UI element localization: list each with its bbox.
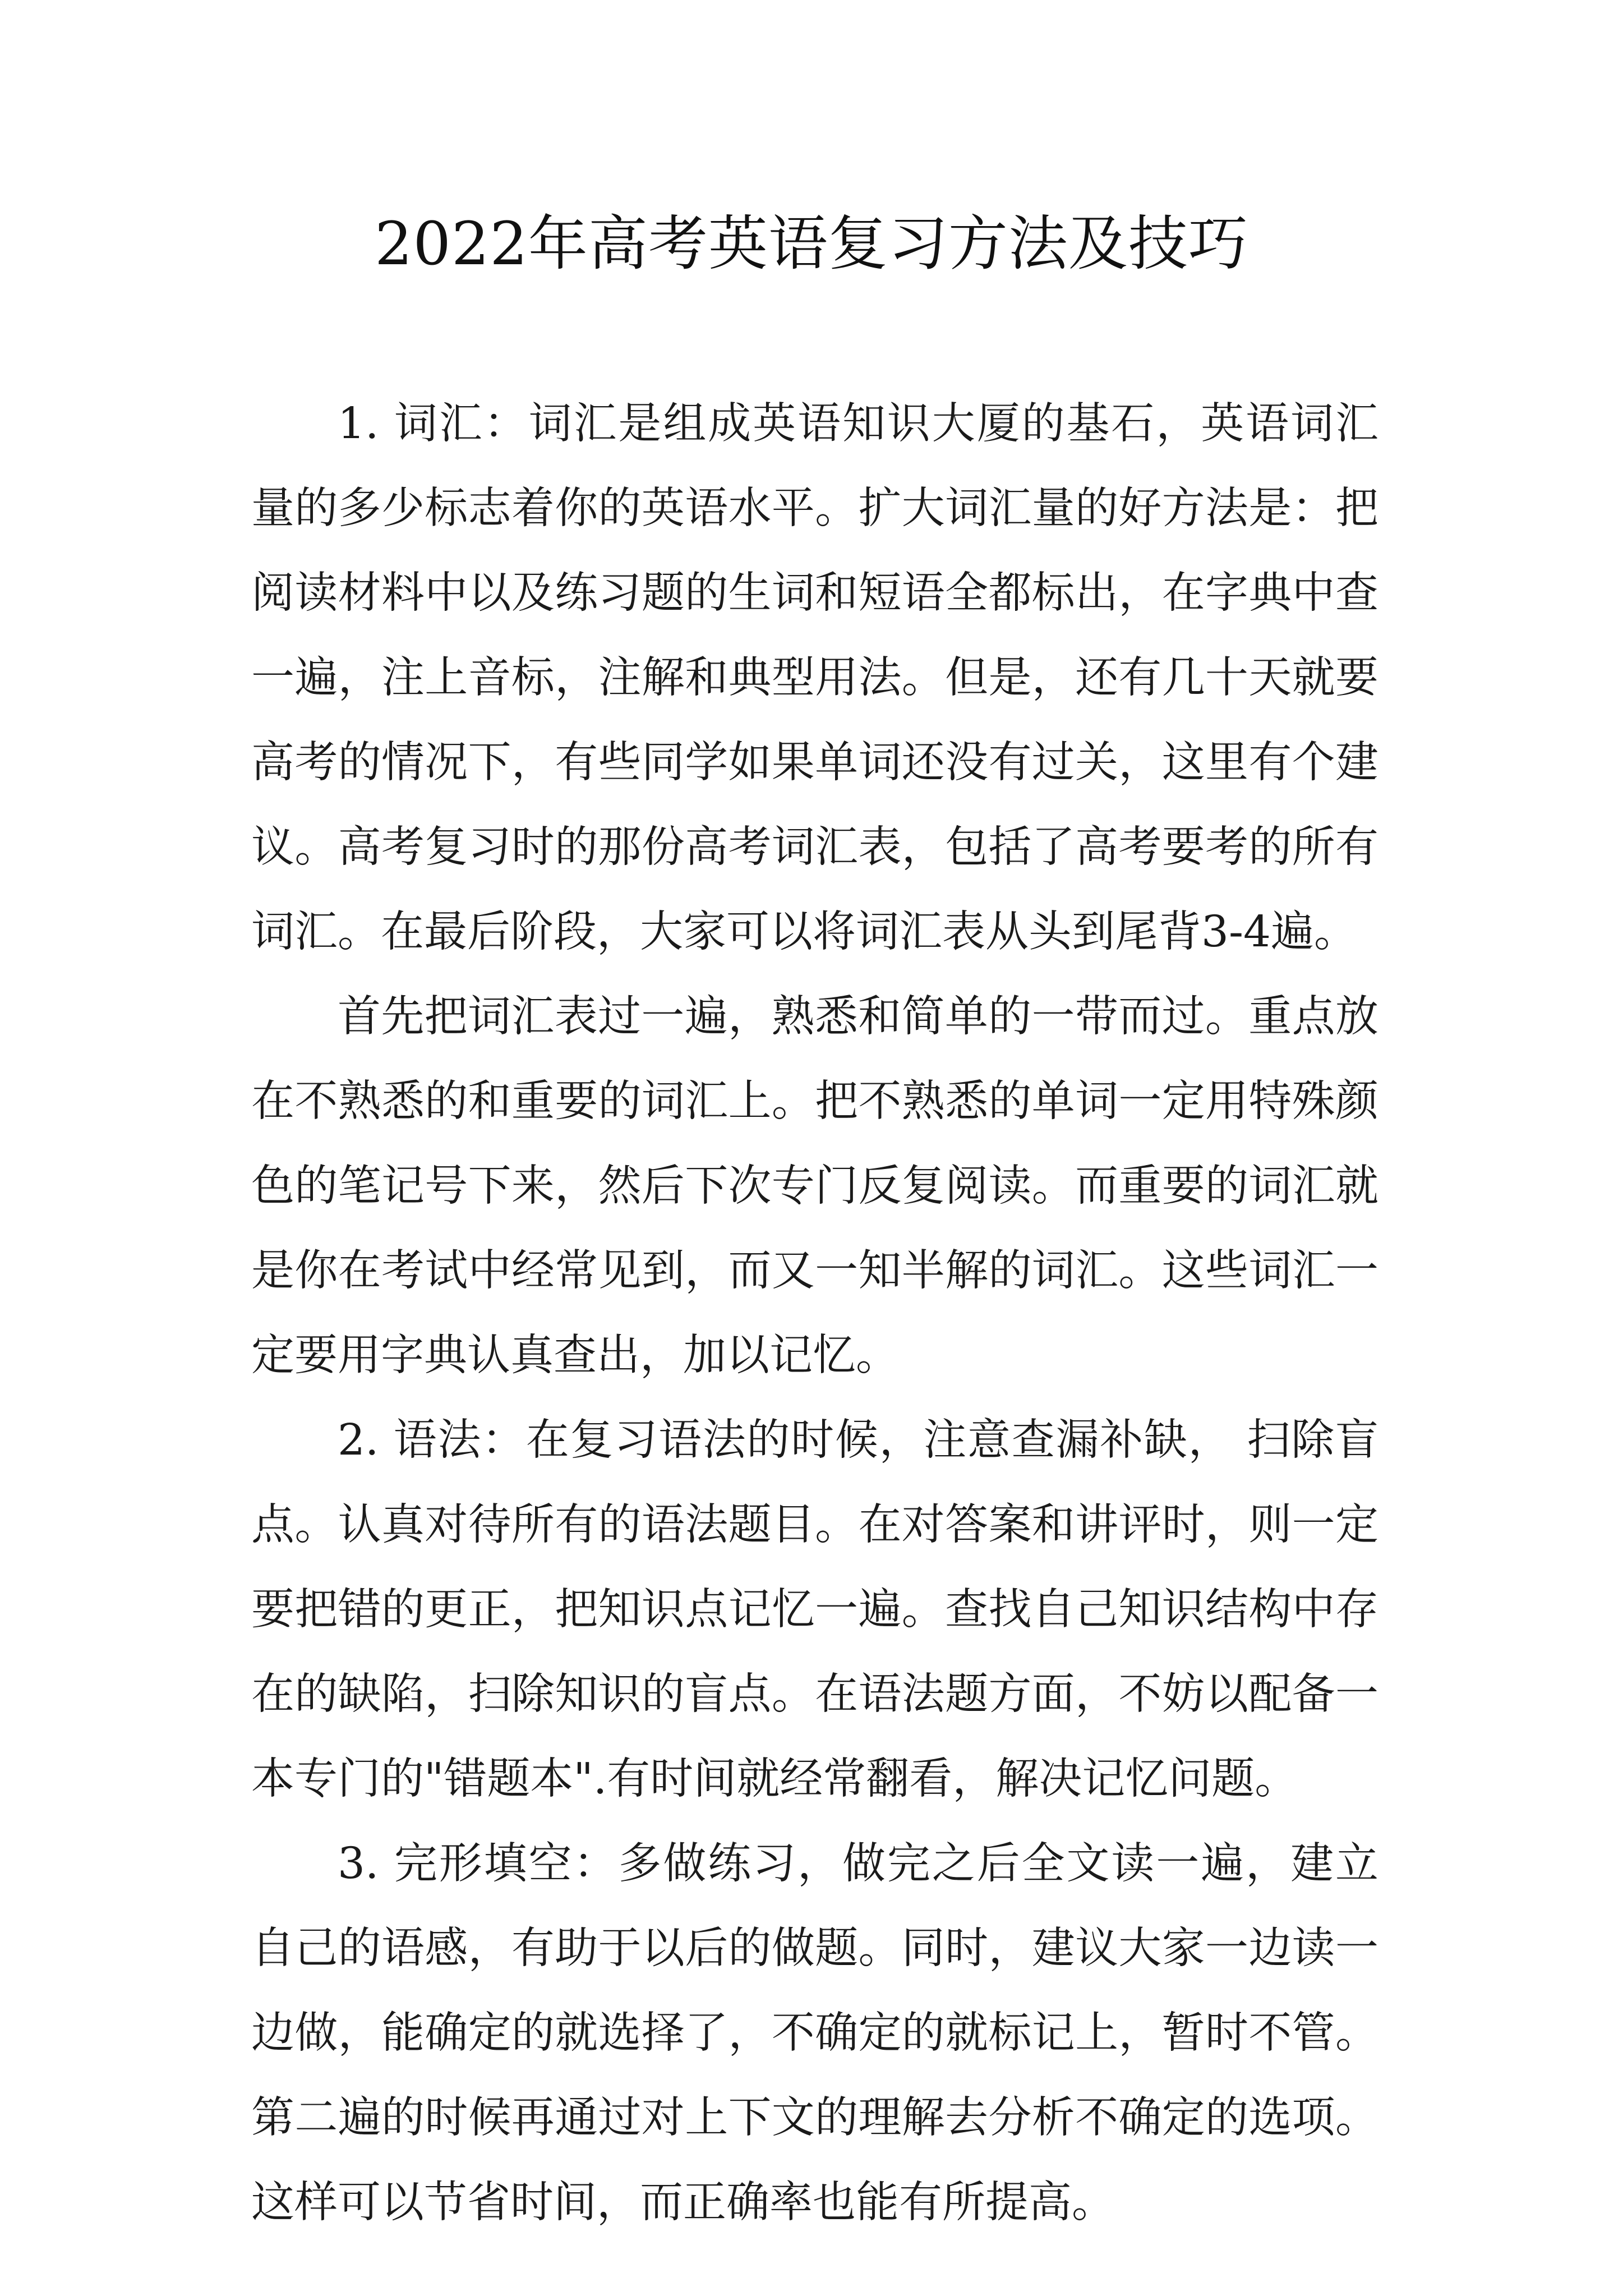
paragraph-grammar: 2. 语法：在复习语法的时候，注意查漏补缺， 扫除盲点。认真对待所有的语法题目。在对答案和讲评时，则一定要把错的更正，把知识点记忆一遍。查找自己知识结构中存在的缺陷，扫除知识的盲点。在语法题方面，不妨以配备一本专门的"错题本".有时间就经常翻看，解决记忆问题。 [251, 1415, 1378, 1804]
paragraph-vocabulary-tips: 首先把词汇表过一遍，熟悉和简单的一带而过。重点放在不熟悉的和重要的词汇上。把不熟悉的单词一定用特殊颜色的笔记号下来，然后下次专门反复阅读。而重要的词汇就是你在考试中经常见到，而又一知半解的词汇。这些词汇一定要用字典认真查出，加以记忆。 [251, 992, 1378, 1381]
paragraph-vocabulary: 1. 词汇：词汇是组成英语知识大厦的基石，英语词汇量的多少标志着你的英语水平。扩大词汇量的好方法是：把阅读材料中以及练习题的生词和短语全都标出，在字典中查一遍，注上音标，注解和典型用法。但是，还有几十天就要高考的情况下，有些同学如果单词还没有过关，这里有个建议。高考复习时的那份高考词汇表，包括了高考要考的所有词汇。在最后阶段，大家可以将词汇表从头到尾背3-4遍。 [251, 399, 1378, 957]
document-body [251, 381, 1378, 2245]
document-title: 2022年高考英语复习方法及技巧 [375, 209, 1248, 278]
paragraph-cloze: 3. 完形填空：多做练习，做完之后全文读一遍，建立自己的语感，有助于以后的做题。同时，建议大家一边读一边做，能确定的就选择了，不确定的就标记上，暂时不管。第二遍的时候再通过对上下文的理解去分析不确定的选项。这样可以节省时间，而正确率也能有所提高。 [251, 1839, 1378, 2228]
